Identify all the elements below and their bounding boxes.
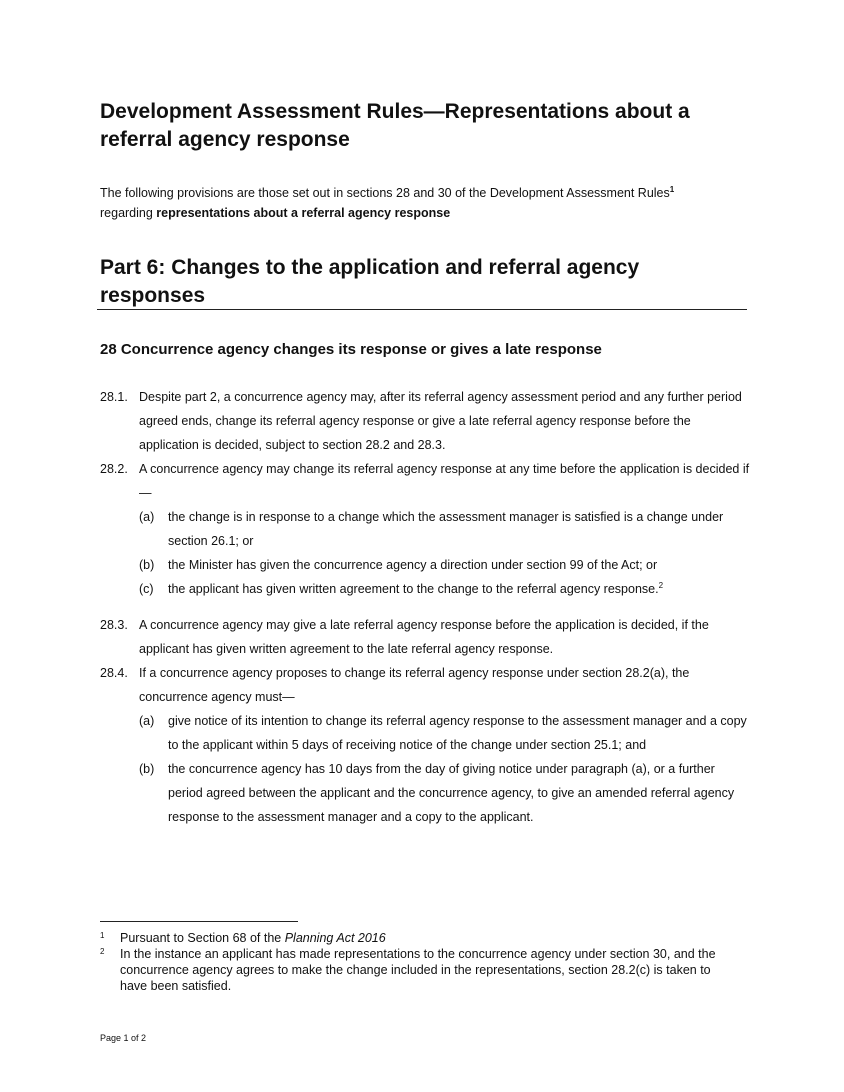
subclause-label: (a) <box>139 510 155 524</box>
intro-paragraph <box>100 183 780 223</box>
clause-number: 28.1. <box>100 390 128 404</box>
clause-text: If a concurrence agency proposes to change its referral agency response under section 28.2(a), the concurrence agency must— <box>139 666 690 704</box>
footnote-2 <box>100 946 740 994</box>
spacer <box>100 601 750 613</box>
clause-28-2 <box>100 457 750 505</box>
clause-text: Despite part 2, a concurrence agency may, after its referral agency assessment period and any further period agreed ends, change its referral agency response or give a late referral agency response before the application is decided, subject to section 28.2 and 28.3. <box>139 390 742 452</box>
clauses-body <box>100 385 750 829</box>
footnote-act-title: Planning Act 2016 <box>284 931 386 945</box>
page-number: Page 1 of 2 <box>100 1033 147 1043</box>
clause-number: 28.3. <box>100 618 128 632</box>
footnote-number: 1 <box>100 931 105 940</box>
subclause-text-wrap <box>168 577 750 601</box>
document-title: Development Assessment Rules—Representations about a referral agency response <box>100 100 690 151</box>
footnote-text: Pursuant to Section 68 of the <box>120 931 285 945</box>
subclause-28-4-a <box>139 709 750 757</box>
subclause-label: (c) <box>139 582 154 596</box>
section-heading: 28 Concurrence agency changes its response or gives a late response <box>100 341 602 358</box>
subclause-28-2-b <box>139 553 750 577</box>
footnote-text: In the instance an applicant has made representations to the concurrence agency under section 30, and the concurrence agency agrees to make the change included in the representations, section 28.2(c) is taken to have been satisfied. <box>120 947 716 993</box>
clause-text: A concurrence agency may give a late referral agency response before the application is decided, if the applicant has given written agreement to the late referral agency response. <box>139 618 709 656</box>
footnote-ref-1[interactable]: 1 <box>669 185 675 194</box>
intro-bold-subject: representations about a referral agency response <box>156 206 451 220</box>
subclause-28-4-b <box>139 757 750 829</box>
intro-regarding: regarding <box>100 206 157 220</box>
subclause-text: the Minister has given the concurrence agency a direction under section 99 of the Act; or <box>168 558 658 572</box>
footnote-text-wrap <box>120 930 740 946</box>
subclause-28-2-c <box>139 577 750 601</box>
clause-number: 28.4. <box>100 666 128 680</box>
clause-number: 28.2. <box>100 462 128 476</box>
subclause-text: the applicant has given written agreement to the change to the referral agency response. <box>168 582 659 596</box>
subclause-label: (b) <box>139 762 155 776</box>
subclause-text: give notice of its intention to change its referral agency response to the assessment manager and a copy to the applicant within 5 days of receiving notice of the change under section 25.1; and <box>168 714 747 752</box>
footnote-separator <box>100 921 298 922</box>
footnote-ref-2[interactable]: 2 <box>658 581 664 590</box>
part-heading: Part 6: Changes to the application and referral agency responses <box>100 256 640 307</box>
subclause-label: (b) <box>139 558 155 572</box>
subclause-text: the change is in response to a change which the assessment manager is satisfied is a change under section 26.1; or <box>168 510 724 548</box>
subclause-28-2-a <box>139 505 750 553</box>
footnote-1 <box>100 930 740 946</box>
clause-text: A concurrence agency may change its referral agency response at any time before the application is decided if— <box>139 462 750 500</box>
subclause-label: (a) <box>139 714 155 728</box>
clause-28-4 <box>100 661 750 709</box>
clause-28-1 <box>100 385 750 457</box>
part-heading-rule <box>97 309 747 310</box>
clause-28-3 <box>100 613 750 661</box>
footnotes <box>100 930 740 994</box>
subclause-text: the concurrence agency has 10 days from the day of giving notice under paragraph (a), or a further period agreed between the applicant and the concurrence agency, to give an amended referral agency response to the assessment manager and a copy to the applicant. <box>168 762 735 824</box>
footnote-number: 2 <box>100 947 105 956</box>
intro-text: The following provisions are those set out in sections 28 and 30 of the Development Assessment Rules <box>100 186 670 200</box>
